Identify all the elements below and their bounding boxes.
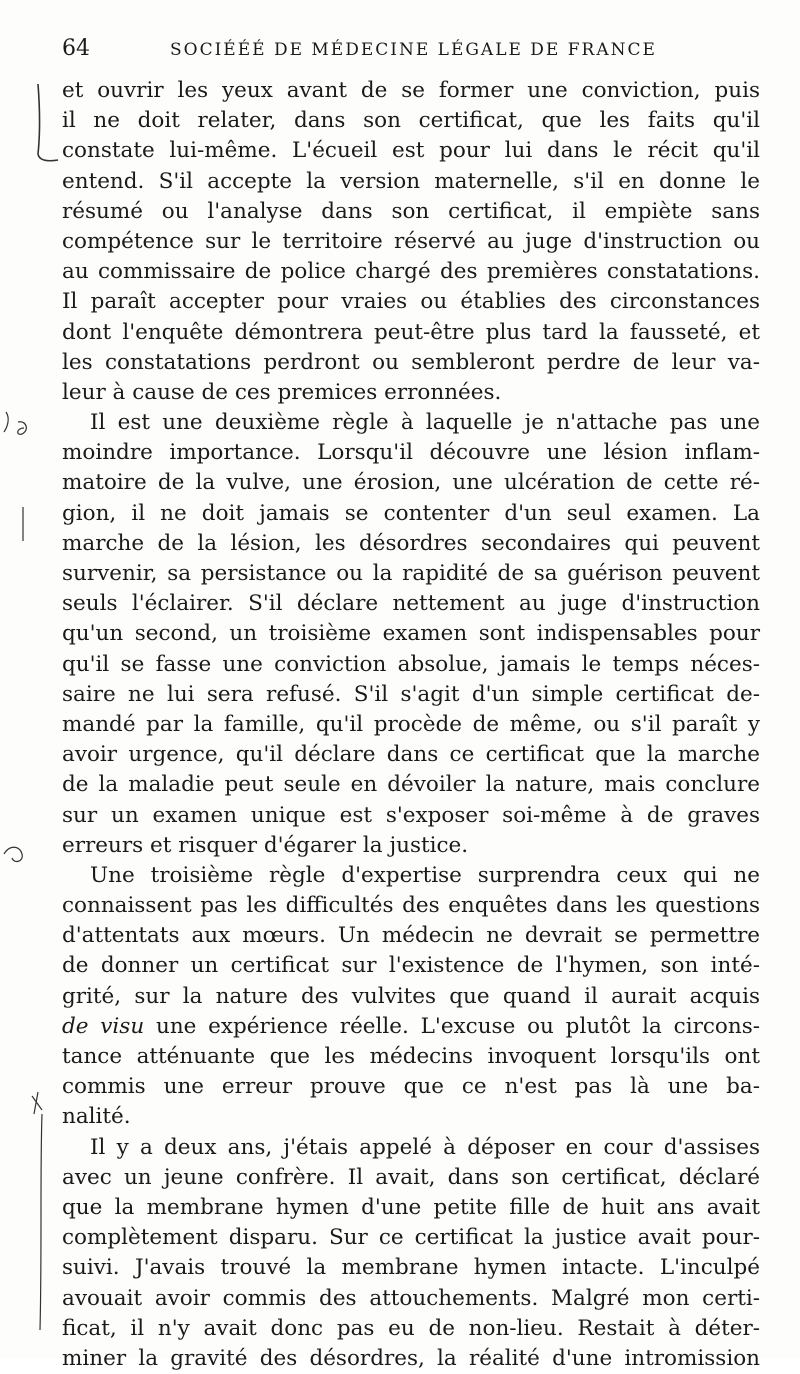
text-line: qu'un second, un troisième examen sont indispensables pour — [62, 621, 760, 647]
text-line: Il paraît accepter pour vraies ou établies des circonstances — [62, 289, 760, 315]
text-line: les constatations perdront ou sembleront perdre de leur va- — [62, 349, 760, 375]
text-line: avouait avoir commis des attouchements. Malgré mon certi- — [62, 1285, 760, 1311]
text-line: saire ne lui sera refusé. S'il s'agit d'un simple certificat de- — [62, 681, 760, 707]
italic-phrase: de visu — [62, 1013, 145, 1039]
text-line: au commissaire de police chargé des premières constatations. — [62, 259, 760, 285]
text-line: suivi. J'avais trouvé la membrane hymen intacte. L'inculpé — [62, 1255, 760, 1281]
text-line: dont l'enquête démontrera peut-être plus tard la fausseté, et — [62, 319, 760, 345]
text-line: miner la gravité des désordres, la réalité d'une intromission — [62, 1345, 760, 1371]
margin-bracket-mark — [30, 80, 64, 170]
text-line: Il est une deuxième règle à laquelle je n'attache pas une — [90, 410, 760, 436]
text-line: moindre importance. Lorsqu'il découvre une lésion inflam- — [62, 440, 760, 466]
text-line: erreurs et risquer d'égarer la justice. — [62, 832, 469, 858]
margin-annotation-mark — [0, 404, 40, 464]
text-line: tance atténuante que les médecins invoquent lorsqu'ils ont — [62, 1044, 760, 1069]
text-line: de la maladie peut seule en dévoiler la nature, mais conclure — [62, 772, 760, 798]
text-line: d'attentats aux mœurs. Un médecin ne devrait se permettre — [62, 923, 760, 949]
text-line: il ne doit relater, dans son certificat, que les faits qu'il — [62, 108, 760, 134]
body-text — [62, 76, 760, 1374]
text-line: avoir urgence, qu'il déclare dans ce certificat que la marche — [62, 742, 760, 768]
text-line: entend. S'il accepte la version maternelle, s'il en donne le — [62, 168, 760, 194]
text-line: Une troisième règle d'expertise surprendra ceux qui ne — [90, 862, 760, 888]
text-line — [62, 1012, 760, 1042]
text-line: seuls l'éclairer. S'il déclare nettement au juge d'instruction — [62, 591, 760, 617]
text-line: constate lui-même. L'écueil est pour lui dans le récit qu'il — [62, 138, 760, 164]
text-line: survenir, sa persistance ou la rapidité de sa guérison peuvent — [62, 561, 760, 586]
text-line: mandé par la famille, qu'il procède de même, ou s'il paraît y — [62, 711, 760, 737]
margin-paragraph-bracket — [28, 1090, 52, 1340]
text-line: résumé ou l'analyse dans son certificat, il empiète sans — [62, 198, 760, 224]
page-header — [60, 36, 760, 66]
running-title: SOCIÉÉÉ DE MÉDECINE LÉGALE DE FRANCE — [170, 40, 657, 60]
text-line: commis une erreur prouve que ce n'est pas là une ba- — [62, 1074, 760, 1100]
text-line: nalité. — [62, 1104, 131, 1130]
margin-tick-mark — [18, 505, 28, 545]
text-line: sur un examen unique est s'exposer soi-même à de graves — [62, 802, 760, 828]
text-line: Il y a deux ans, j'étais appelé à déposer en cour d'assises — [90, 1134, 760, 1160]
text-line: et ouvrir les yeux avant de se former une conviction, puis — [62, 78, 760, 103]
text-line: complètement disparu. Sur ce certificat la justice avait pour- — [62, 1225, 760, 1251]
margin-curl-mark — [0, 840, 34, 870]
text-line: grité, sur la nature des vulvites que quand il aurait acquis — [62, 983, 760, 1009]
text-line: compétence sur le territoire réservé au juge d'instruction ou — [62, 228, 760, 254]
line-remainder: une expérience réelle. L'excuse ou plutôt la circons- — [144, 1013, 760, 1039]
text-line: avec un jeune confrère. Il avait, dans son certificat, déclaré — [62, 1164, 760, 1190]
text-line: marche de la lésion, les désordres secondaires qui peuvent — [62, 530, 760, 556]
text-line: matoire de la vulve, une érosion, une ulcération de cette ré- — [62, 470, 760, 496]
page-number: 64 — [62, 36, 90, 61]
text-line: gion, il ne doit jamais se contenter d'un seul examen. La — [62, 500, 760, 526]
text-line: que la membrane hymen d'une petite fille de huit ans avait — [62, 1194, 760, 1220]
text-line: ficat, il n'y avait donc pas eu de non-lieu. Restait à déter- — [62, 1315, 760, 1341]
text-line: connaissent pas les difficultés des enquêtes dans les questions — [62, 893, 760, 919]
text-line: leur à cause de ces premices erronnées. — [62, 379, 502, 405]
text-line: qu'il se fasse une conviction absolue, jamais le temps néces- — [62, 651, 760, 677]
text-line: de donner un certificat sur l'existence de l'hymen, son inté- — [62, 953, 760, 979]
